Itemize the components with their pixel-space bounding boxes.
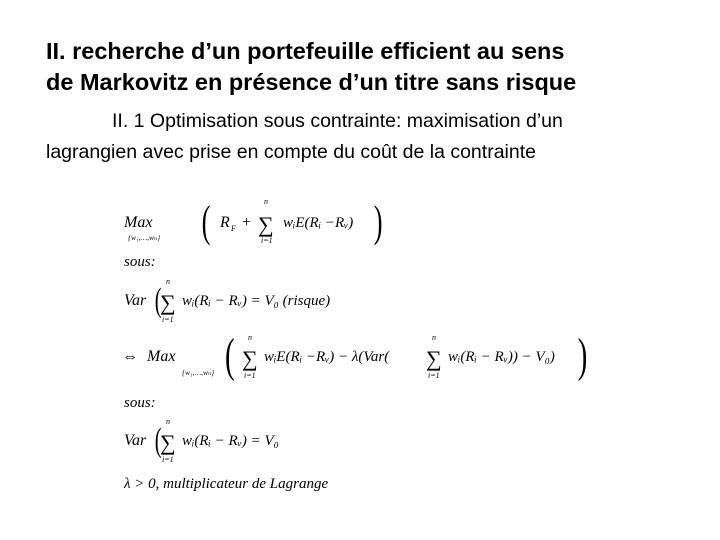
rf-subscript: F	[231, 224, 236, 233]
max-subscript: {w₁,…,wₙ}	[128, 233, 161, 242]
sum-lower-3: i=1	[244, 371, 256, 380]
lagrangian-part-a: wᵢE(Rᵢ −Rᵥ) − λ(Var(	[264, 349, 390, 365]
var-left-paren: (	[154, 281, 162, 320]
sum-lower-5: i=1	[162, 455, 174, 464]
max-subscript-2: {w₁,…,wₙ}	[182, 368, 215, 377]
sum-symbol-3: ∑	[242, 346, 258, 371]
left-paren-large-2: (	[225, 328, 235, 382]
rf-symbol: R	[220, 214, 230, 231]
right-paren-large-2: )	[577, 328, 588, 382]
title-line-1: II. recherche d’un portefeuille efficient au sens	[46, 38, 565, 64]
objective-term: wᵢE(Rᵢ −Rᵥ)	[283, 215, 354, 231]
right-paren-large: )	[373, 197, 383, 246]
sum-symbol: ∑	[258, 212, 274, 237]
objective-line	[123, 197, 383, 246]
constraint-term-2: wᵢ(Rᵢ − Rᵥ) = V₀	[182, 433, 279, 449]
sum-symbol-2: ∑	[160, 290, 176, 315]
sum-upper: n	[264, 197, 268, 206]
subtitle-line-2: lagrangien avec prise en compte du coût de la contrainte	[46, 141, 536, 163]
sum-upper-5: n	[166, 417, 170, 426]
sum-lower-4: i=1	[428, 371, 440, 380]
lagrangian-part-b: wᵢ(Rᵢ − Rᵥ)) − V₀)	[448, 349, 555, 365]
lambda-condition: λ > 0, multiplicateur de Lagrange	[124, 476, 329, 492]
lagrangian-line	[122, 329, 587, 382]
max-operator-2: Max	[147, 348, 176, 365]
sum-upper-4: n	[432, 333, 436, 342]
max-operator: Max	[124, 214, 153, 231]
sous-label-1: sous:	[124, 254, 156, 270]
plus-sign: +	[242, 214, 252, 231]
constraint-line-1	[124, 277, 330, 324]
constraint-term-1: wᵢ(Rᵢ − Rᵥ) = V₀ (risque)	[182, 293, 331, 309]
subtitle-line-1: II. 1 Optimisation sous contrainte: maximisation d’un	[112, 110, 563, 132]
left-paren-large: (	[201, 197, 211, 246]
sum-symbol-5: ∑	[160, 430, 176, 455]
equivalence-symbol: ⇔	[122, 348, 138, 365]
sum-symbol-4: ∑	[426, 346, 442, 371]
sum-lower-2: i=1	[162, 315, 174, 324]
sum-upper-2: n	[166, 277, 170, 286]
sum-lower: i=1	[261, 236, 273, 245]
var-operator: Var	[124, 292, 147, 309]
var-operator-2: Var	[124, 432, 147, 449]
constraint-line-2	[124, 417, 279, 464]
sum-upper-3: n	[248, 333, 252, 342]
var-left-paren-2: (	[154, 421, 162, 460]
sous-label-2: sous:	[124, 395, 156, 411]
title-line-2: de Markovitz en présence d’un titre sans risque	[46, 69, 577, 95]
